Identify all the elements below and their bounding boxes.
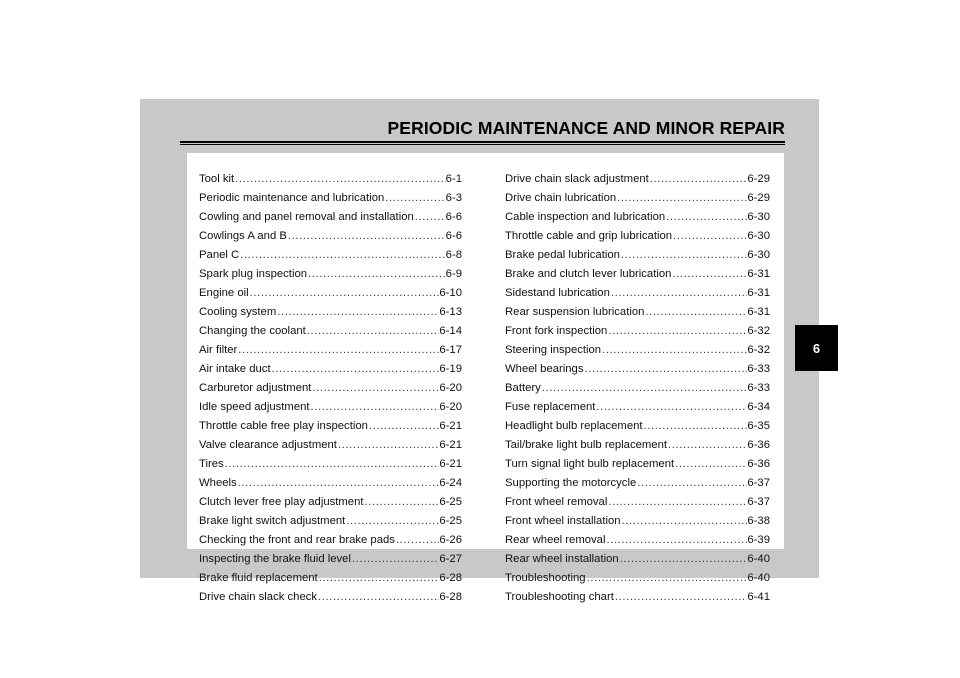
toc-entry[interactable] [199, 341, 462, 360]
toc-entry-page: 6-36 [747, 439, 770, 451]
toc-leader-dots [237, 341, 439, 360]
toc-entry-page: 6-31 [747, 268, 770, 280]
toc-entry[interactable] [199, 284, 462, 303]
toc-entry-page: 6-32 [747, 344, 770, 356]
toc-entry-label: Air filter [199, 344, 238, 356]
toc-leader-dots [337, 436, 439, 455]
toc-entry[interactable] [505, 322, 770, 341]
toc-entry-page: 6-40 [747, 572, 770, 584]
toc-entry-label: Idle speed adjustment [199, 401, 310, 413]
toc-entry-label: Spark plug inspection [199, 268, 308, 280]
table-of-contents [187, 153, 784, 603]
toc-entry-label: Clutch lever free play adjustment [199, 496, 364, 508]
toc-entry-page: 6-37 [747, 477, 770, 489]
toc-leader-dots [595, 398, 747, 417]
toc-entry-page: 6-19 [439, 363, 462, 375]
toc-leader-dots [384, 189, 445, 208]
toc-entry-label: Tool kit [199, 173, 235, 185]
toc-entry-label: Panel C [199, 249, 240, 261]
toc-entry-page: 6-29 [747, 173, 770, 185]
toc-leader-dots [607, 322, 747, 341]
toc-entry-label: Brake light switch adjustment [199, 515, 346, 527]
header-rule-thin [180, 144, 785, 145]
toc-entry-page: 6-40 [747, 553, 770, 565]
toc-leader-dots [671, 265, 747, 284]
toc-leader-dots [276, 303, 439, 322]
toc-entry[interactable] [505, 512, 770, 531]
toc-entry-page: 6-33 [747, 382, 770, 394]
toc-entry-page: 6-10 [439, 287, 462, 299]
toc-entry-label: Changing the coolant [199, 325, 306, 337]
toc-entry-label: Front wheel removal [505, 496, 608, 508]
toc-entry-page: 6-20 [439, 382, 462, 394]
toc-entry[interactable] [505, 208, 770, 227]
toc-leader-dots [287, 227, 446, 246]
toc-entry-page: 6-21 [439, 458, 462, 470]
toc-entry[interactable] [199, 379, 462, 398]
toc-entry[interactable] [505, 398, 770, 417]
toc-entry-page: 6-21 [439, 420, 462, 432]
toc-leader-dots [368, 417, 439, 436]
toc-entry-label: Cowling and panel removal and installation [199, 211, 414, 223]
toc-entry[interactable] [199, 189, 462, 208]
toc-entry-page: 6-9 [445, 268, 462, 280]
toc-entry[interactable] [505, 493, 770, 512]
toc-entry-page: 6-32 [747, 325, 770, 337]
toc-entry-label: Rear wheel installation [505, 553, 619, 565]
toc-entry[interactable] [505, 379, 770, 398]
toc-leader-dots [619, 550, 748, 569]
toc-leader-dots [249, 284, 440, 303]
toc-entry-label: Wheels [199, 477, 237, 489]
toc-entry-label: Periodic maintenance and lubrication [199, 192, 385, 204]
toc-entry-page: 6-29 [747, 192, 770, 204]
toc-entry-label: Battery [505, 382, 541, 394]
toc-leader-dots [586, 569, 748, 588]
toc-entry-label: Front wheel installation [505, 515, 621, 527]
toc-entry-label: Sidestand lubrication [505, 287, 610, 299]
toc-leader-dots [307, 265, 446, 284]
toc-entry-label: Supporting the motorcycle [505, 477, 637, 489]
toc-leader-dots [224, 455, 440, 474]
toc-entry[interactable] [199, 303, 462, 322]
toc-entry[interactable] [505, 417, 770, 436]
toc-entry-label: Headlight bulb replacement [505, 420, 643, 432]
toc-entry[interactable] [505, 189, 770, 208]
toc-entry-page: 6-17 [439, 344, 462, 356]
toc-entry-page: 6-37 [747, 496, 770, 508]
toc-entry-label: Turn signal light bulb replacement [505, 458, 675, 470]
toc-entry-label: Steering inspection [505, 344, 602, 356]
toc-entry[interactable] [199, 588, 462, 607]
toc-entry[interactable] [199, 493, 462, 512]
toc-entry-page: 6-6 [445, 211, 462, 223]
toc-entry[interactable] [199, 227, 462, 246]
toc-entry[interactable] [505, 265, 770, 284]
toc-leader-dots [306, 322, 440, 341]
toc-entry-page: 6-30 [747, 249, 770, 261]
toc-leader-dots [271, 360, 440, 379]
toc-entry-label: Inspecting the brake fluid level [199, 553, 351, 565]
toc-leader-dots [584, 360, 748, 379]
toc-entry-page: 6-26 [439, 534, 462, 546]
toc-entry-label: Valve clearance adjustment [199, 439, 337, 451]
toc-entry-label: Front fork inspection [505, 325, 608, 337]
toc-leader-dots [345, 512, 439, 531]
toc-entry[interactable] [199, 569, 462, 588]
manual-page [140, 99, 819, 603]
toc-leader-dots [674, 455, 747, 474]
toc-entry[interactable] [199, 550, 462, 569]
toc-entry-page: 6-39 [747, 534, 770, 546]
toc-leader-dots [541, 379, 748, 398]
toc-entry-label: Drive chain slack adjustment [505, 173, 649, 185]
toc-leader-dots [616, 189, 747, 208]
toc-entry[interactable] [199, 417, 462, 436]
toc-entry-label: Drive chain lubrication [505, 192, 617, 204]
toc-entry-page: 6-36 [747, 458, 770, 470]
page-header [180, 117, 785, 145]
toc-entry[interactable] [505, 170, 770, 189]
toc-leader-dots [614, 588, 748, 607]
toc-entry-page: 6-31 [747, 287, 770, 299]
toc-entry-label: Brake and clutch lever lubrication [505, 268, 672, 280]
toc-entry-page: 6-33 [747, 363, 770, 375]
toc-leader-dots [239, 246, 445, 265]
toc-entry[interactable] [199, 322, 462, 341]
toc-entry-page: 6-6 [445, 230, 462, 242]
toc-entry-label: Carburetor adjustment [199, 382, 312, 394]
toc-leader-dots [317, 588, 439, 607]
toc-leader-dots [414, 208, 446, 227]
toc-leader-dots [621, 512, 748, 531]
toc-entry-page: 6-38 [747, 515, 770, 527]
toc-entry[interactable] [505, 455, 770, 474]
toc-entry[interactable] [199, 398, 462, 417]
toc-leader-dots [672, 227, 747, 246]
toc-leader-dots [605, 531, 747, 550]
toc-entry-page: 6-35 [747, 420, 770, 432]
toc-entry[interactable] [505, 569, 770, 588]
toc-entry-page: 6-25 [439, 515, 462, 527]
toc-entry[interactable] [199, 246, 462, 265]
toc-entry-page: 6-30 [747, 211, 770, 223]
toc-entry-label: Throttle cable and grip lubrication [505, 230, 673, 242]
toc-leader-dots [643, 417, 748, 436]
toc-entry[interactable] [199, 531, 462, 550]
toc-leader-dots [318, 569, 440, 588]
toc-entry-page: 6-21 [439, 439, 462, 451]
toc-entry-label: Fuse replacement [505, 401, 596, 413]
header-rule-thick [180, 141, 785, 143]
toc-entry-label: Brake fluid replacement [199, 572, 318, 584]
toc-entry-label: Throttle cable free play inspection [199, 420, 368, 432]
toc-entry-page: 6-28 [439, 591, 462, 603]
toc-entry-label: Tires [199, 458, 224, 470]
toc-entry[interactable] [199, 455, 462, 474]
toc-entry-page: 6-24 [439, 477, 462, 489]
toc-entry-label: Cowlings A and B [199, 230, 287, 242]
toc-entry-page: 6-30 [747, 230, 770, 242]
toc-entry[interactable] [199, 208, 462, 227]
toc-entry-page: 6-27 [439, 553, 462, 565]
toc-leader-dots [351, 550, 439, 569]
toc-entry-label: Air intake duct [199, 363, 271, 375]
toc-leader-dots [636, 474, 747, 493]
toc-entry-label: Tail/brake light bulb replacement [505, 439, 668, 451]
toc-entry-page: 6-28 [439, 572, 462, 584]
toc-column-left [199, 170, 462, 607]
toc-leader-dots [601, 341, 747, 360]
toc-leader-dots [237, 474, 440, 493]
toc-entry[interactable] [505, 588, 770, 607]
toc-entry[interactable] [199, 360, 462, 379]
toc-entry-page: 6-14 [439, 325, 462, 337]
toc-leader-dots [607, 493, 747, 512]
toc-entry-label: Troubleshooting [505, 572, 586, 584]
toc-column-right [505, 170, 770, 607]
toc-entry-label: Drive chain slack check [199, 591, 318, 603]
toc-entry-page: 6-34 [747, 401, 770, 413]
toc-leader-dots [644, 303, 747, 322]
toc-entry-page: 6-8 [445, 249, 462, 261]
chapter-tab[interactable]: 6 [795, 325, 838, 371]
toc-entry[interactable] [505, 284, 770, 303]
toc-entry[interactable] [199, 265, 462, 284]
toc-leader-dots [310, 398, 440, 417]
toc-entry[interactable] [505, 360, 770, 379]
toc-leader-dots [610, 284, 747, 303]
toc-leader-dots [311, 379, 439, 398]
toc-entry-page: 6-20 [439, 401, 462, 413]
toc-entry[interactable] [505, 531, 770, 550]
toc-entry[interactable] [505, 474, 770, 493]
toc-leader-dots [667, 436, 747, 455]
toc-entry[interactable] [505, 341, 770, 360]
toc-entry-label: Rear suspension lubrication [505, 306, 645, 318]
toc-entry-label: Troubleshooting chart [505, 591, 614, 603]
toc-entry[interactable] [199, 474, 462, 493]
toc-entry-page: 6-25 [439, 496, 462, 508]
toc-entry-page: 6-13 [439, 306, 462, 318]
toc-leader-dots [665, 208, 747, 227]
toc-entry[interactable] [199, 436, 462, 455]
toc-entry-label: Rear wheel removal [505, 534, 606, 546]
toc-entry-label: Brake pedal lubrication [505, 249, 620, 261]
toc-entry[interactable] [505, 246, 770, 265]
toc-leader-dots [649, 170, 748, 189]
toc-leader-dots [364, 493, 440, 512]
toc-entry-label: Wheel bearings [505, 363, 584, 375]
toc-entry[interactable] [505, 436, 770, 455]
toc-entry-label: Cooling system [199, 306, 277, 318]
toc-entry-page: 6-3 [445, 192, 462, 204]
toc-entry-label: Cable inspection and lubrication [505, 211, 666, 223]
toc-entry[interactable] [505, 227, 770, 246]
page-title: PERIODIC MAINTENANCE AND MINOR REPAIR [387, 118, 785, 138]
toc-entry-label: Checking the front and rear brake pads [199, 534, 395, 546]
toc-entry-label: Engine oil [199, 287, 249, 299]
toc-entry-page: 6-41 [747, 591, 770, 603]
toc-entry-page: 6-1 [445, 173, 462, 185]
toc-leader-dots [620, 246, 747, 265]
toc-entry[interactable] [505, 550, 770, 569]
toc-leader-dots [234, 170, 446, 189]
toc-entry[interactable] [199, 170, 462, 189]
toc-entry[interactable] [199, 512, 462, 531]
toc-leader-dots [395, 531, 439, 550]
toc-entry-page: 6-31 [747, 306, 770, 318]
toc-entry[interactable] [505, 303, 770, 322]
